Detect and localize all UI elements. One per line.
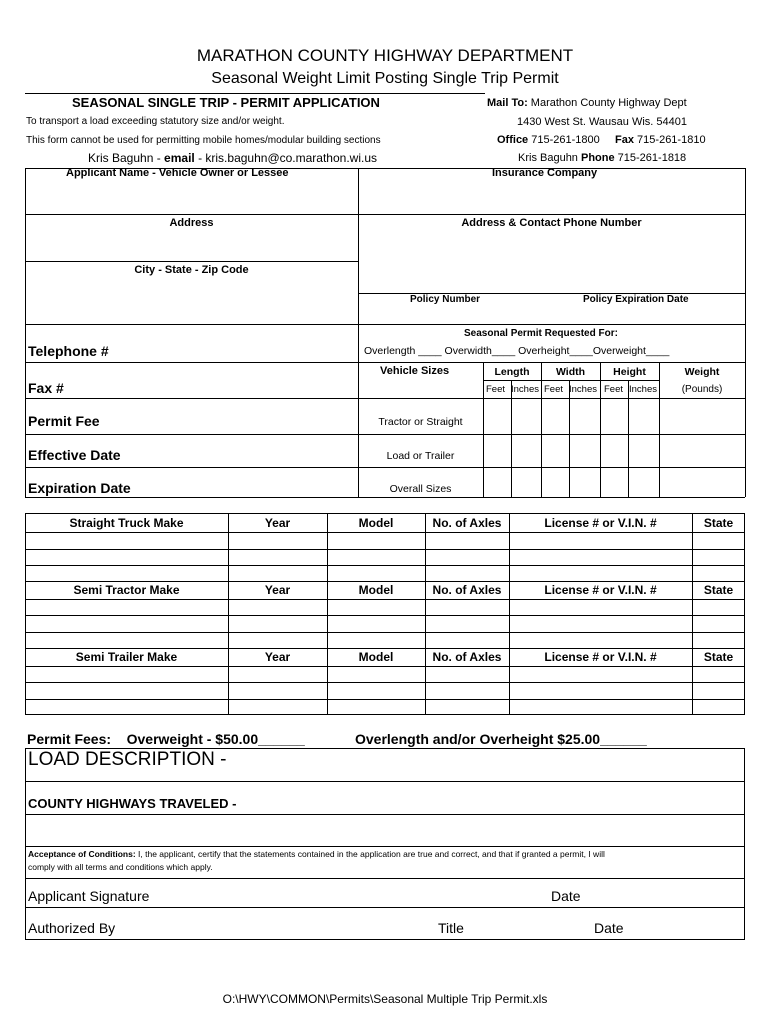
county-highways-line: [28, 796, 237, 811]
fax-field-label: Fax #: [28, 380, 64, 396]
axles-header-1: No. of Axles: [432, 516, 502, 530]
length-label: Length: [494, 366, 530, 378]
model-header-3: Model: [358, 650, 394, 664]
county-highways-dash: -: [228, 796, 237, 811]
mail-office-fax: [497, 134, 706, 146]
size-row-load: Load or Trailer: [386, 450, 455, 462]
permit-options-line[interactable]: Overlength ____ Overwidth____ Overheight____Overweight____: [364, 345, 670, 357]
fax-label: Fax: [615, 134, 634, 146]
fax-number: 715-261-1810: [634, 134, 706, 146]
permit-fees-label: Permit Fees:: [27, 731, 112, 747]
axles-header-2: No. of Axles: [432, 583, 502, 597]
axles-header-3: No. of Axles: [432, 650, 502, 664]
signature-date-field[interactable]: [590, 882, 740, 904]
year-header-2: Year: [264, 583, 291, 597]
height-inches: Inches: [629, 384, 657, 395]
length-feet: Feet: [486, 384, 506, 395]
file-path-footer: O:\HWY\COMMON\Permits\Seasonal Multiple Trip Permit.xls: [222, 992, 548, 1006]
vehicles-table: [25, 513, 745, 715]
contact-name: Kris Baguhn -: [88, 151, 165, 165]
applicant-name-field[interactable]: [27, 184, 355, 212]
height-feet: Feet: [604, 384, 624, 395]
contact-line: [88, 151, 377, 165]
license-header-1: License # or V.I.N. #: [544, 516, 657, 530]
mail-to-label: Mail To:: [487, 97, 528, 109]
permit-fees-line: [27, 731, 305, 747]
load-description-label: LOAD DESCRIPTION -: [28, 749, 227, 770]
model-header-2: Model: [358, 583, 394, 597]
mail-phone: [518, 152, 686, 164]
city-state-zip-label: City - State - Zip Code: [134, 264, 249, 276]
intro-line-2: This form cannot be used for permitting mobile homes/modular building sections: [26, 135, 381, 146]
mail-person: Kris Baguhn: [518, 152, 581, 164]
insurance-company-field[interactable]: [361, 184, 743, 212]
pounds-label: (Pounds): [681, 384, 723, 395]
semi-trailer-make-header: Semi Trailer Make: [75, 650, 178, 664]
height-label: Height: [613, 366, 646, 378]
phone-number: 715-261-1818: [614, 152, 687, 164]
policy-number-label: Policy Number: [410, 294, 481, 305]
authorized-by-label: Authorized By: [28, 920, 116, 936]
page-subtitle: Seasonal Weight Limit Posting Single Trip Permit: [211, 70, 559, 87]
county-highways-label: COUNTY HIGHWAYS TRAVELED: [28, 796, 229, 811]
title-label: Title: [438, 920, 464, 936]
office-label: Office: [497, 134, 529, 146]
acceptance-line-1: [28, 849, 605, 859]
year-header-1: Year: [264, 516, 291, 530]
contact-email[interactable]: - kris.baguhn@co.marathon.wi.us: [194, 151, 377, 165]
policy-expiration-label: Policy Expiration Date: [583, 294, 689, 305]
overweight-fee[interactable]: Overweight - $50.00______: [126, 731, 305, 747]
telephone-label: Telephone #: [28, 343, 109, 359]
acceptance-text-2: comply with all terms and conditions which apply.: [28, 862, 213, 872]
effective-date-label: Effective Date: [28, 447, 121, 463]
intro-line-1: To transport a load exceeding statutory size and/or weight.: [26, 116, 285, 127]
width-feet: Feet: [544, 384, 564, 395]
length-inches: Inches: [511, 384, 539, 395]
width-label: Width: [555, 366, 586, 378]
application-title: SEASONAL SINGLE TRIP - PERMIT APPLICATION: [72, 95, 380, 110]
county-highways-field[interactable]: [27, 816, 743, 844]
city-state-zip-field[interactable]: [27, 280, 355, 322]
state-header-1: State: [703, 516, 734, 530]
phone-label: Phone: [580, 152, 615, 164]
state-header-3: State: [703, 650, 734, 664]
seasonal-requested-label: Seasonal Permit Requested For:: [464, 328, 618, 339]
license-header-3: License # or V.I.N. #: [544, 650, 657, 664]
year-header-3: Year: [264, 650, 291, 664]
signature-date-label: Date: [551, 888, 581, 904]
size-row-tractor: Tractor or Straight: [378, 416, 463, 428]
width-inches: Inches: [569, 384, 597, 395]
model-header-1: Model: [358, 516, 394, 530]
address-label: Address: [169, 217, 214, 229]
contact-email-label: email: [164, 151, 195, 165]
policy-field[interactable]: [361, 308, 743, 322]
license-header-2: License # or V.I.N. #: [544, 583, 657, 597]
semi-tractor-make-header: Semi Tractor Make: [73, 583, 180, 597]
vehicle-sizes-label: Vehicle Sizes: [380, 365, 450, 377]
acceptance-text-1: I, the applicant, certify that the statements contained in the application are true and correct, and that if granted a permit, I will: [135, 849, 605, 859]
address-field[interactable]: [27, 233, 355, 259]
load-description-field[interactable]: [230, 752, 740, 778]
office-number: 715-261-1800: [528, 134, 600, 146]
acceptance-label: Acceptance of Conditions:: [28, 849, 136, 859]
weight-label: Weight: [684, 366, 720, 378]
insurance-address-label: Address & Contact Phone Number: [461, 217, 642, 229]
state-header-2: State: [703, 583, 734, 597]
mail-dept: Marathon County Highway Dept: [527, 97, 687, 109]
authorized-date-label: Date: [594, 920, 624, 936]
overlength-fee[interactable]: Overlength and/or Overheight $25.00______: [355, 731, 647, 747]
straight-truck-make-header: Straight Truck Make: [69, 516, 184, 530]
page-title: MARATHON COUNTY HIGHWAY DEPARTMENT: [196, 46, 574, 65]
mail-address: 1430 West St. Wausau Wis. 54401: [517, 116, 687, 128]
applicant-signature-label: Applicant Signature: [28, 888, 150, 904]
applicant-signature-field[interactable]: [170, 882, 540, 904]
size-row-overall: Overall Sizes: [389, 483, 452, 495]
authorized-by-field[interactable]: [130, 911, 430, 937]
mail-to: [487, 97, 687, 109]
expiration-date-label: Expiration Date: [28, 480, 131, 496]
permit-fee-label: Permit Fee: [28, 413, 100, 429]
insurance-company-label: Insurance Company: [492, 167, 598, 179]
applicant-name-label: Applicant Name - Vehicle Owner or Lessee: [66, 167, 289, 179]
